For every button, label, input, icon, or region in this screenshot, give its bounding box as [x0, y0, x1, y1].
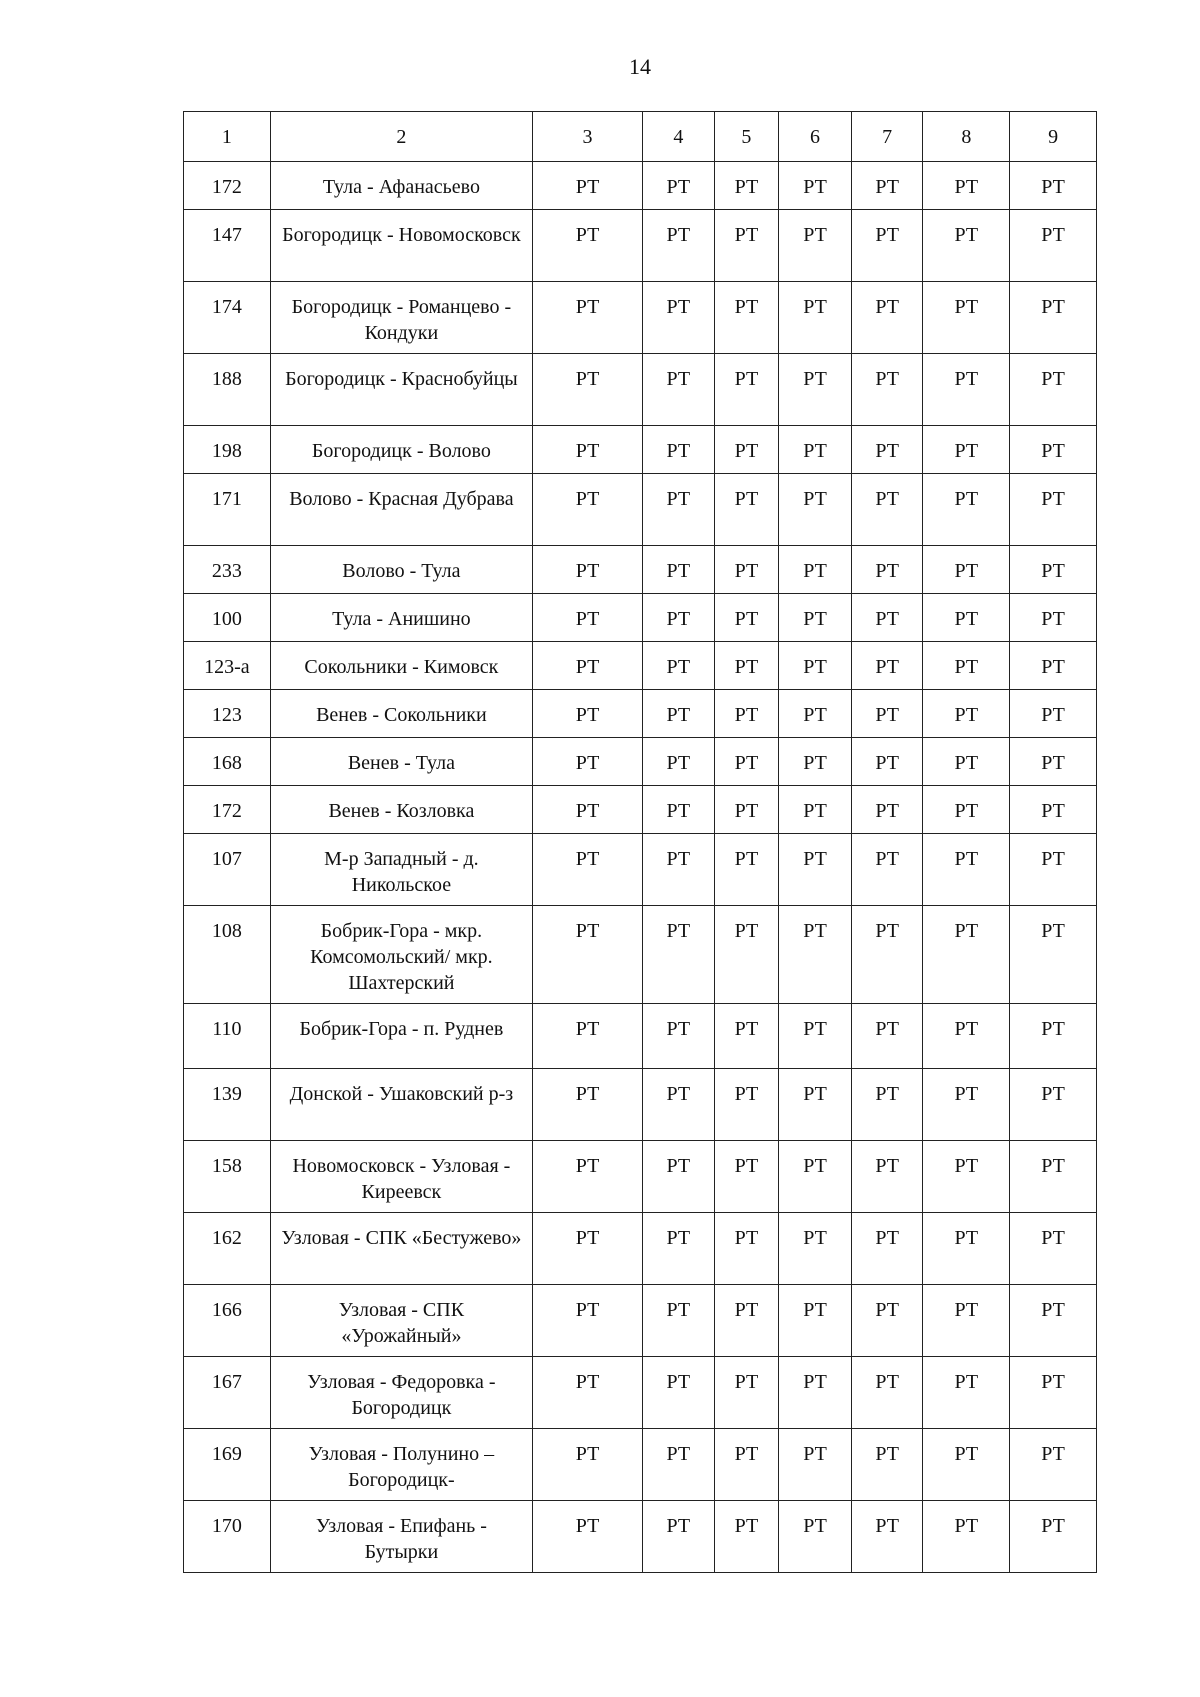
value-cell: РТ [533, 1429, 643, 1501]
table-header-row [184, 112, 1097, 162]
routes-table [183, 111, 1097, 1573]
value-cell: РТ [643, 690, 715, 738]
value-cell: РТ [533, 594, 643, 642]
value-cell: РТ [923, 210, 1010, 282]
route-number-cell: 198 [184, 426, 271, 474]
route-number-cell: 110 [184, 1004, 271, 1069]
header-cell: 4 [643, 112, 715, 162]
value-cell: РТ [533, 690, 643, 738]
value-cell: РТ [923, 738, 1010, 786]
value-cell: РТ [1010, 1141, 1097, 1213]
value-cell: РТ [779, 1213, 852, 1285]
value-cell: РТ [533, 1285, 643, 1357]
value-cell: РТ [714, 1357, 779, 1429]
route-number-cell: 172 [184, 786, 271, 834]
value-cell: РТ [851, 834, 923, 906]
value-cell: РТ [1010, 474, 1097, 546]
table-row [184, 1501, 1097, 1573]
table-row [184, 474, 1097, 546]
value-cell: РТ [1010, 354, 1097, 426]
value-cell: РТ [714, 1501, 779, 1573]
route-number-cell: 162 [184, 1213, 271, 1285]
route-number-cell: 167 [184, 1357, 271, 1429]
value-cell: РТ [1010, 786, 1097, 834]
value-cell: РТ [851, 594, 923, 642]
value-cell: РТ [533, 834, 643, 906]
value-cell: РТ [851, 1285, 923, 1357]
value-cell: РТ [533, 474, 643, 546]
route-number-cell: 174 [184, 282, 271, 354]
route-number-cell: 166 [184, 1285, 271, 1357]
value-cell: РТ [533, 786, 643, 834]
value-cell: РТ [643, 594, 715, 642]
header-cell: 8 [923, 112, 1010, 162]
route-name-cell: Богородицк - Новомосковск [270, 210, 532, 282]
table-row [184, 1285, 1097, 1357]
table-row [184, 282, 1097, 354]
value-cell: РТ [779, 834, 852, 906]
value-cell: РТ [533, 642, 643, 690]
route-name-cell: Богородицк - Волово [270, 426, 532, 474]
value-cell: РТ [923, 1141, 1010, 1213]
value-cell: РТ [714, 834, 779, 906]
value-cell: РТ [714, 546, 779, 594]
value-cell: РТ [1010, 690, 1097, 738]
value-cell: РТ [779, 642, 852, 690]
table-row [184, 162, 1097, 210]
value-cell: РТ [643, 1069, 715, 1141]
value-cell: РТ [643, 282, 715, 354]
value-cell: РТ [643, 162, 715, 210]
value-cell: РТ [851, 474, 923, 546]
route-number-cell: 158 [184, 1141, 271, 1213]
value-cell: РТ [643, 1141, 715, 1213]
value-cell: РТ [643, 1004, 715, 1069]
value-cell: РТ [1010, 282, 1097, 354]
value-cell: РТ [851, 1213, 923, 1285]
value-cell: РТ [533, 1213, 643, 1285]
route-name-cell: Узловая - Полунино – Богородицк- [270, 1429, 532, 1501]
value-cell: РТ [851, 1357, 923, 1429]
value-cell: РТ [779, 690, 852, 738]
value-cell: РТ [714, 738, 779, 786]
route-number-cell: 147 [184, 210, 271, 282]
value-cell: РТ [1010, 210, 1097, 282]
header-cell: 2 [270, 112, 532, 162]
value-cell: РТ [851, 1004, 923, 1069]
value-cell: РТ [923, 906, 1010, 1004]
value-cell: РТ [714, 1285, 779, 1357]
value-cell: РТ [851, 1069, 923, 1141]
value-cell: РТ [851, 282, 923, 354]
route-number-cell: 188 [184, 354, 271, 426]
value-cell: РТ [923, 834, 1010, 906]
route-number-cell: 170 [184, 1501, 271, 1573]
value-cell: РТ [851, 426, 923, 474]
value-cell: РТ [533, 1501, 643, 1573]
value-cell: РТ [779, 594, 852, 642]
table-row [184, 738, 1097, 786]
route-name-cell: Узловая - Епифань - Бутырки [270, 1501, 532, 1573]
value-cell: РТ [779, 1285, 852, 1357]
value-cell: РТ [533, 906, 643, 1004]
table-row [184, 1069, 1097, 1141]
route-number-cell: 233 [184, 546, 271, 594]
value-cell: РТ [923, 354, 1010, 426]
table-row [184, 546, 1097, 594]
value-cell: РТ [779, 546, 852, 594]
value-cell: РТ [923, 594, 1010, 642]
table-row [184, 1357, 1097, 1429]
value-cell: РТ [533, 162, 643, 210]
header-cell: 9 [1010, 112, 1097, 162]
value-cell: РТ [714, 690, 779, 738]
value-cell: РТ [714, 354, 779, 426]
value-cell: РТ [643, 426, 715, 474]
value-cell: РТ [923, 1004, 1010, 1069]
route-name-cell: Бобрик-Гора - мкр. Комсомольский/ мкр. Шахтерский [270, 906, 532, 1004]
table-row [184, 1213, 1097, 1285]
value-cell: РТ [923, 1069, 1010, 1141]
value-cell: РТ [923, 474, 1010, 546]
value-cell: РТ [714, 1069, 779, 1141]
value-cell: РТ [643, 1429, 715, 1501]
value-cell: РТ [779, 906, 852, 1004]
route-name-cell: Волово - Тула [270, 546, 532, 594]
route-number-cell: 123-а [184, 642, 271, 690]
value-cell: РТ [779, 426, 852, 474]
value-cell: РТ [714, 210, 779, 282]
value-cell: РТ [779, 786, 852, 834]
value-cell: РТ [923, 786, 1010, 834]
value-cell: РТ [533, 426, 643, 474]
route-name-cell: Венев - Тула [270, 738, 532, 786]
value-cell: РТ [779, 1501, 852, 1573]
header-cell: 3 [533, 112, 643, 162]
value-cell: РТ [533, 1141, 643, 1213]
value-cell: РТ [1010, 738, 1097, 786]
value-cell: РТ [714, 1141, 779, 1213]
table-row [184, 834, 1097, 906]
value-cell: РТ [923, 426, 1010, 474]
table-row [184, 426, 1097, 474]
table-row [184, 1141, 1097, 1213]
route-name-cell: Венев - Козловка [270, 786, 532, 834]
table-row [184, 594, 1097, 642]
header-cell: 5 [714, 112, 779, 162]
value-cell: РТ [851, 210, 923, 282]
value-cell: РТ [643, 354, 715, 426]
value-cell: РТ [533, 738, 643, 786]
table-row [184, 1004, 1097, 1069]
route-name-cell: Бобрик-Гора - п. Руднев [270, 1004, 532, 1069]
value-cell: РТ [923, 1213, 1010, 1285]
value-cell: РТ [533, 546, 643, 594]
value-cell: РТ [533, 1004, 643, 1069]
value-cell: РТ [779, 282, 852, 354]
value-cell: РТ [533, 354, 643, 426]
value-cell: РТ [923, 1501, 1010, 1573]
value-cell: РТ [1010, 1004, 1097, 1069]
route-name-cell: Донской - Ушаковский р-з [270, 1069, 532, 1141]
value-cell: РТ [1010, 642, 1097, 690]
value-cell: РТ [714, 474, 779, 546]
value-cell: РТ [533, 1357, 643, 1429]
header-cell: 7 [851, 112, 923, 162]
route-number-cell: 172 [184, 162, 271, 210]
page-number: 14 [629, 54, 651, 79]
route-number-cell: 168 [184, 738, 271, 786]
value-cell: РТ [851, 1429, 923, 1501]
route-number-cell: 123 [184, 690, 271, 738]
table-row [184, 1429, 1097, 1501]
route-number-cell: 107 [184, 834, 271, 906]
value-cell: РТ [1010, 1501, 1097, 1573]
value-cell: РТ [779, 1069, 852, 1141]
value-cell: РТ [851, 738, 923, 786]
value-cell: РТ [851, 1501, 923, 1573]
value-cell: РТ [851, 906, 923, 1004]
value-cell: РТ [923, 282, 1010, 354]
value-cell: РТ [779, 354, 852, 426]
value-cell: РТ [851, 642, 923, 690]
route-name-cell: Тула - Афанасьево [270, 162, 532, 210]
value-cell: РТ [643, 1501, 715, 1573]
value-cell: РТ [1010, 162, 1097, 210]
value-cell: РТ [1010, 1213, 1097, 1285]
value-cell: РТ [714, 1213, 779, 1285]
value-cell: РТ [1010, 1429, 1097, 1501]
route-name-cell: Богородицк - Романцево - Кондуки [270, 282, 532, 354]
value-cell: РТ [643, 642, 715, 690]
value-cell: РТ [779, 1357, 852, 1429]
value-cell: РТ [714, 594, 779, 642]
route-name-cell: Новомосковск - Узловая - Киреевск [270, 1141, 532, 1213]
value-cell: РТ [643, 906, 715, 1004]
value-cell: РТ [779, 474, 852, 546]
value-cell: РТ [851, 786, 923, 834]
value-cell: РТ [779, 1141, 852, 1213]
value-cell: РТ [643, 1213, 715, 1285]
value-cell: РТ [1010, 546, 1097, 594]
value-cell: РТ [1010, 1357, 1097, 1429]
route-number-cell: 139 [184, 1069, 271, 1141]
route-name-cell: Узловая - СПК «Урожайный» [270, 1285, 532, 1357]
value-cell: РТ [779, 1429, 852, 1501]
value-cell: РТ [779, 1004, 852, 1069]
value-cell: РТ [643, 834, 715, 906]
route-name-cell: М-р Западный - д. Никольское [270, 834, 532, 906]
route-name-cell: Узловая - СПК «Бестужево» [270, 1213, 532, 1285]
value-cell: РТ [643, 210, 715, 282]
value-cell: РТ [923, 1285, 1010, 1357]
value-cell: РТ [714, 426, 779, 474]
route-name-cell: Сокольники - Кимовск [270, 642, 532, 690]
value-cell: РТ [643, 546, 715, 594]
route-number-cell: 169 [184, 1429, 271, 1501]
value-cell: РТ [851, 162, 923, 210]
value-cell: РТ [1010, 834, 1097, 906]
value-cell: РТ [923, 546, 1010, 594]
value-cell: РТ [714, 282, 779, 354]
table-row [184, 906, 1097, 1004]
value-cell: РТ [923, 1429, 1010, 1501]
value-cell: РТ [923, 1357, 1010, 1429]
value-cell: РТ [779, 162, 852, 210]
value-cell: РТ [643, 786, 715, 834]
table-row [184, 210, 1097, 282]
value-cell: РТ [643, 738, 715, 786]
value-cell: РТ [643, 474, 715, 546]
table-body [184, 112, 1097, 1573]
route-number-cell: 100 [184, 594, 271, 642]
value-cell: РТ [923, 162, 1010, 210]
route-name-cell: Узловая - Федоровка - Богородицк [270, 1357, 532, 1429]
value-cell: РТ [923, 690, 1010, 738]
value-cell: РТ [851, 354, 923, 426]
value-cell: РТ [714, 162, 779, 210]
route-name-cell: Богородицк - Краснобуйцы [270, 354, 532, 426]
route-number-cell: 108 [184, 906, 271, 1004]
value-cell: РТ [714, 1004, 779, 1069]
value-cell: РТ [714, 1429, 779, 1501]
route-number-cell: 171 [184, 474, 271, 546]
route-name-cell: Тула - Анишино [270, 594, 532, 642]
value-cell: РТ [1010, 1285, 1097, 1357]
table-row [184, 786, 1097, 834]
route-name-cell: Венев - Сокольники [270, 690, 532, 738]
value-cell: РТ [851, 1141, 923, 1213]
value-cell: РТ [1010, 906, 1097, 1004]
value-cell: РТ [923, 642, 1010, 690]
header-cell: 6 [779, 112, 852, 162]
value-cell: РТ [851, 546, 923, 594]
value-cell: РТ [779, 210, 852, 282]
value-cell: РТ [714, 642, 779, 690]
value-cell: РТ [851, 690, 923, 738]
table-row [184, 690, 1097, 738]
value-cell: РТ [643, 1357, 715, 1429]
table-row [184, 642, 1097, 690]
value-cell: РТ [533, 210, 643, 282]
table-row [184, 354, 1097, 426]
value-cell: РТ [1010, 426, 1097, 474]
value-cell: РТ [533, 1069, 643, 1141]
header-cell: 1 [184, 112, 271, 162]
value-cell: РТ [714, 786, 779, 834]
value-cell: РТ [779, 738, 852, 786]
route-name-cell: Волово - Красная Дубрава [270, 474, 532, 546]
value-cell: РТ [643, 1285, 715, 1357]
value-cell: РТ [714, 906, 779, 1004]
value-cell: РТ [1010, 594, 1097, 642]
value-cell: РТ [1010, 1069, 1097, 1141]
value-cell: РТ [533, 282, 643, 354]
